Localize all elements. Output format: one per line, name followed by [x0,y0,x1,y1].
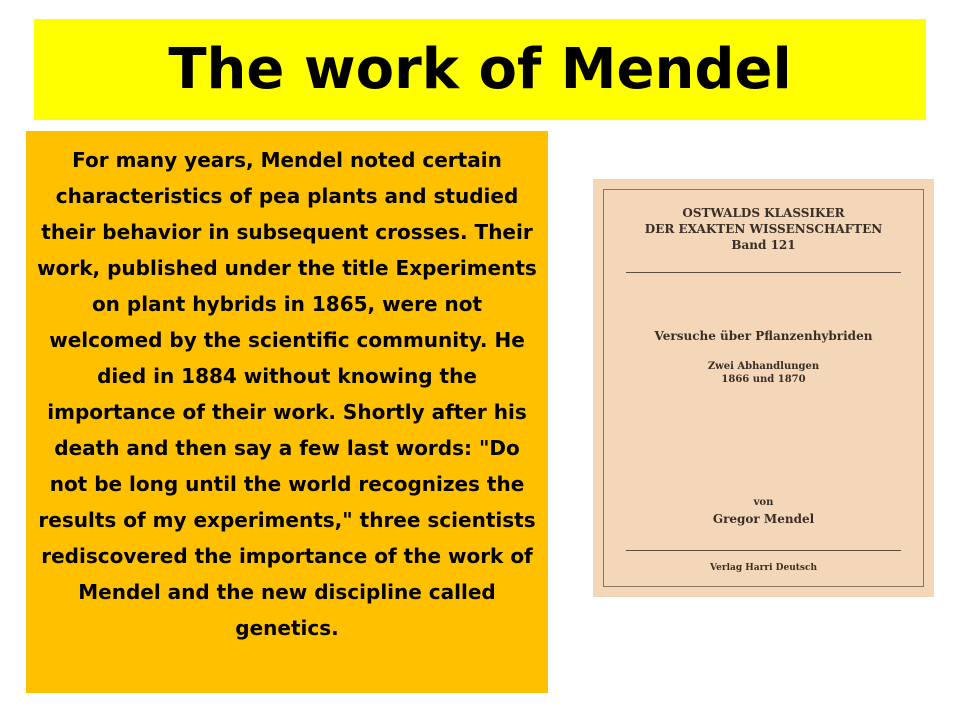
book-by: von [753,497,774,508]
body-paragraph: For many years, Mendel noted certain characteristics of pea plants and studied their behavior in subsequent crosses. Their work, published under the title Experiments on plant hybrids in 1865, were not welcomed by the scientific community. He died in 1884 without knowing the importance of their work. Shortly after his death and then say a few last words: "Do not be long until the world recognizes the results of my experiments," three scientists rediscovered the importance of the work of Mendel and the new discipline called genetics. [37,148,537,640]
book-title: Versuche über Pflanzenhybriden [654,329,873,343]
book-series-line2: DER EXAKTEN WISSENSCHAFTEN [644,222,883,236]
title-banner [34,19,926,120]
book-volume: Band 121 [731,238,796,252]
book-subtitle-line2: 1866 und 1870 [721,374,806,385]
book-rule-top [626,272,901,273]
book-cover-frame [603,189,924,587]
book-publisher: Verlag Harri Deutsch [710,563,817,573]
book-cover-image [593,179,934,597]
book-subtitle-line1: Zwei Abhandlungen [707,361,820,372]
slide-title: The work of Mendel [168,37,792,102]
body-text-box [26,131,548,693]
book-author: Gregor Mendel [712,512,815,526]
book-series [604,205,923,253]
book-rule-bottom [626,550,901,551]
book-subtitle [604,360,923,386]
book-series-line1: OSTWALDS KLASSIKER [682,206,845,220]
